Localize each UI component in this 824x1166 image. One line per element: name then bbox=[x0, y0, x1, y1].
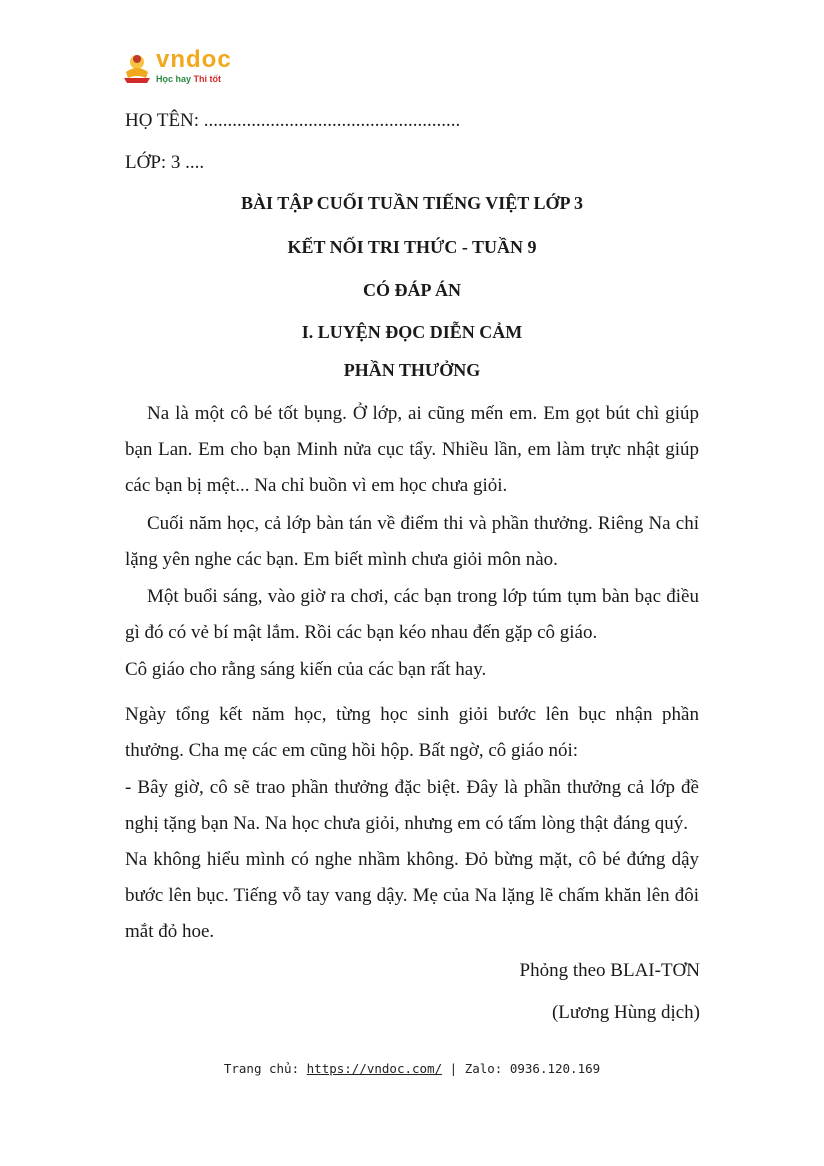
story-title: PHẦN THƯỞNG bbox=[343, 360, 481, 380]
story-translator: (Lương Hùng dịch) bbox=[551, 1002, 700, 1023]
footer-home-link[interactable]: https://vndoc.com/ bbox=[306, 1061, 443, 1076]
story-paragraph: Na không hiểu mình có nghe nhầm không. Đỏ bừng mặt, cô bé đứng dậy bước lên bục. Tiếng vỗ tay vang dậy. Mẹ của Na lặng lẽ chấm khăn lên đôi mắt đỏ hoe. bbox=[125, 849, 699, 942]
logo-tagline: Học hay Thi tốt bbox=[156, 74, 222, 84]
logo-wordmark: vndoc bbox=[156, 46, 232, 73]
story-paragraph: Cô giáo cho rằng sáng kiến của các bạn rất hay. bbox=[125, 659, 487, 680]
page-footer bbox=[0, 1061, 824, 1076]
story-paragraph: Một buổi sáng, vào giờ ra chơi, các bạn trong lớp túm tụm bàn bạc điều gì đó có vẻ bí mật lắm. Rồi các bạn kéo nhau đến gặp cô giáo. bbox=[125, 586, 699, 643]
document-subtitle: KẾT NỐI TRI THỨC - TUẦN 9 bbox=[287, 237, 537, 257]
story-paragraph: Cuối năm học, cả lớp bàn tán về điểm thi và phần thưởng. Riêng Na chỉ lặng yên nghe các bạn. Em biết mình chưa giỏi môn nào. bbox=[125, 513, 699, 570]
name-field-line: HỌ TÊN: ...................................................... bbox=[125, 110, 461, 131]
story-paragraph: - Bây giờ, cô sẽ trao phần thưởng đặc biệt. Đây là phần thưởng cả lớp đề nghị tặng bạn Na. Na học chưa giỏi, nhưng em có tấm lòng thật đáng quý. bbox=[125, 777, 699, 834]
story-source: Phỏng theo BLAI-TƠN bbox=[519, 960, 700, 981]
answers-label: CÓ ĐÁP ÁN bbox=[363, 280, 461, 300]
footer-separator: | bbox=[442, 1061, 465, 1076]
footer-zalo: Zalo: 0936.120.169 bbox=[464, 1061, 601, 1076]
vndoc-logo bbox=[118, 46, 258, 90]
section-heading: I. LUYỆN ĐỌC DIỄN CẢM bbox=[301, 322, 523, 342]
document-title: BÀI TẬP CUỐI TUẦN TIẾNG VIỆT LỚP 3 bbox=[241, 193, 583, 213]
story-paragraph: Na là một cô bé tốt bụng. Ở lớp, ai cũng mến em. Em gọt bút chì giúp bạn Lan. Em cho bạn Minh nửa cục tẩy. Nhiều lần, em làm trực nhật giúp các bạn bị mệt... Na chỉ buồn vì em học chưa giỏi. bbox=[125, 403, 699, 496]
class-field-line: LỚP: 3 .... bbox=[125, 152, 205, 173]
footer-home-label: Trang chủ: bbox=[223, 1061, 307, 1076]
story-paragraph: Ngày tổng kết năm học, từng học sinh giỏi bước lên bục nhận phần thưởng. Cha mẹ các em cũng hồi hộp. Bất ngờ, cô giáo nói: bbox=[125, 704, 699, 761]
mascot-icon bbox=[122, 52, 152, 84]
